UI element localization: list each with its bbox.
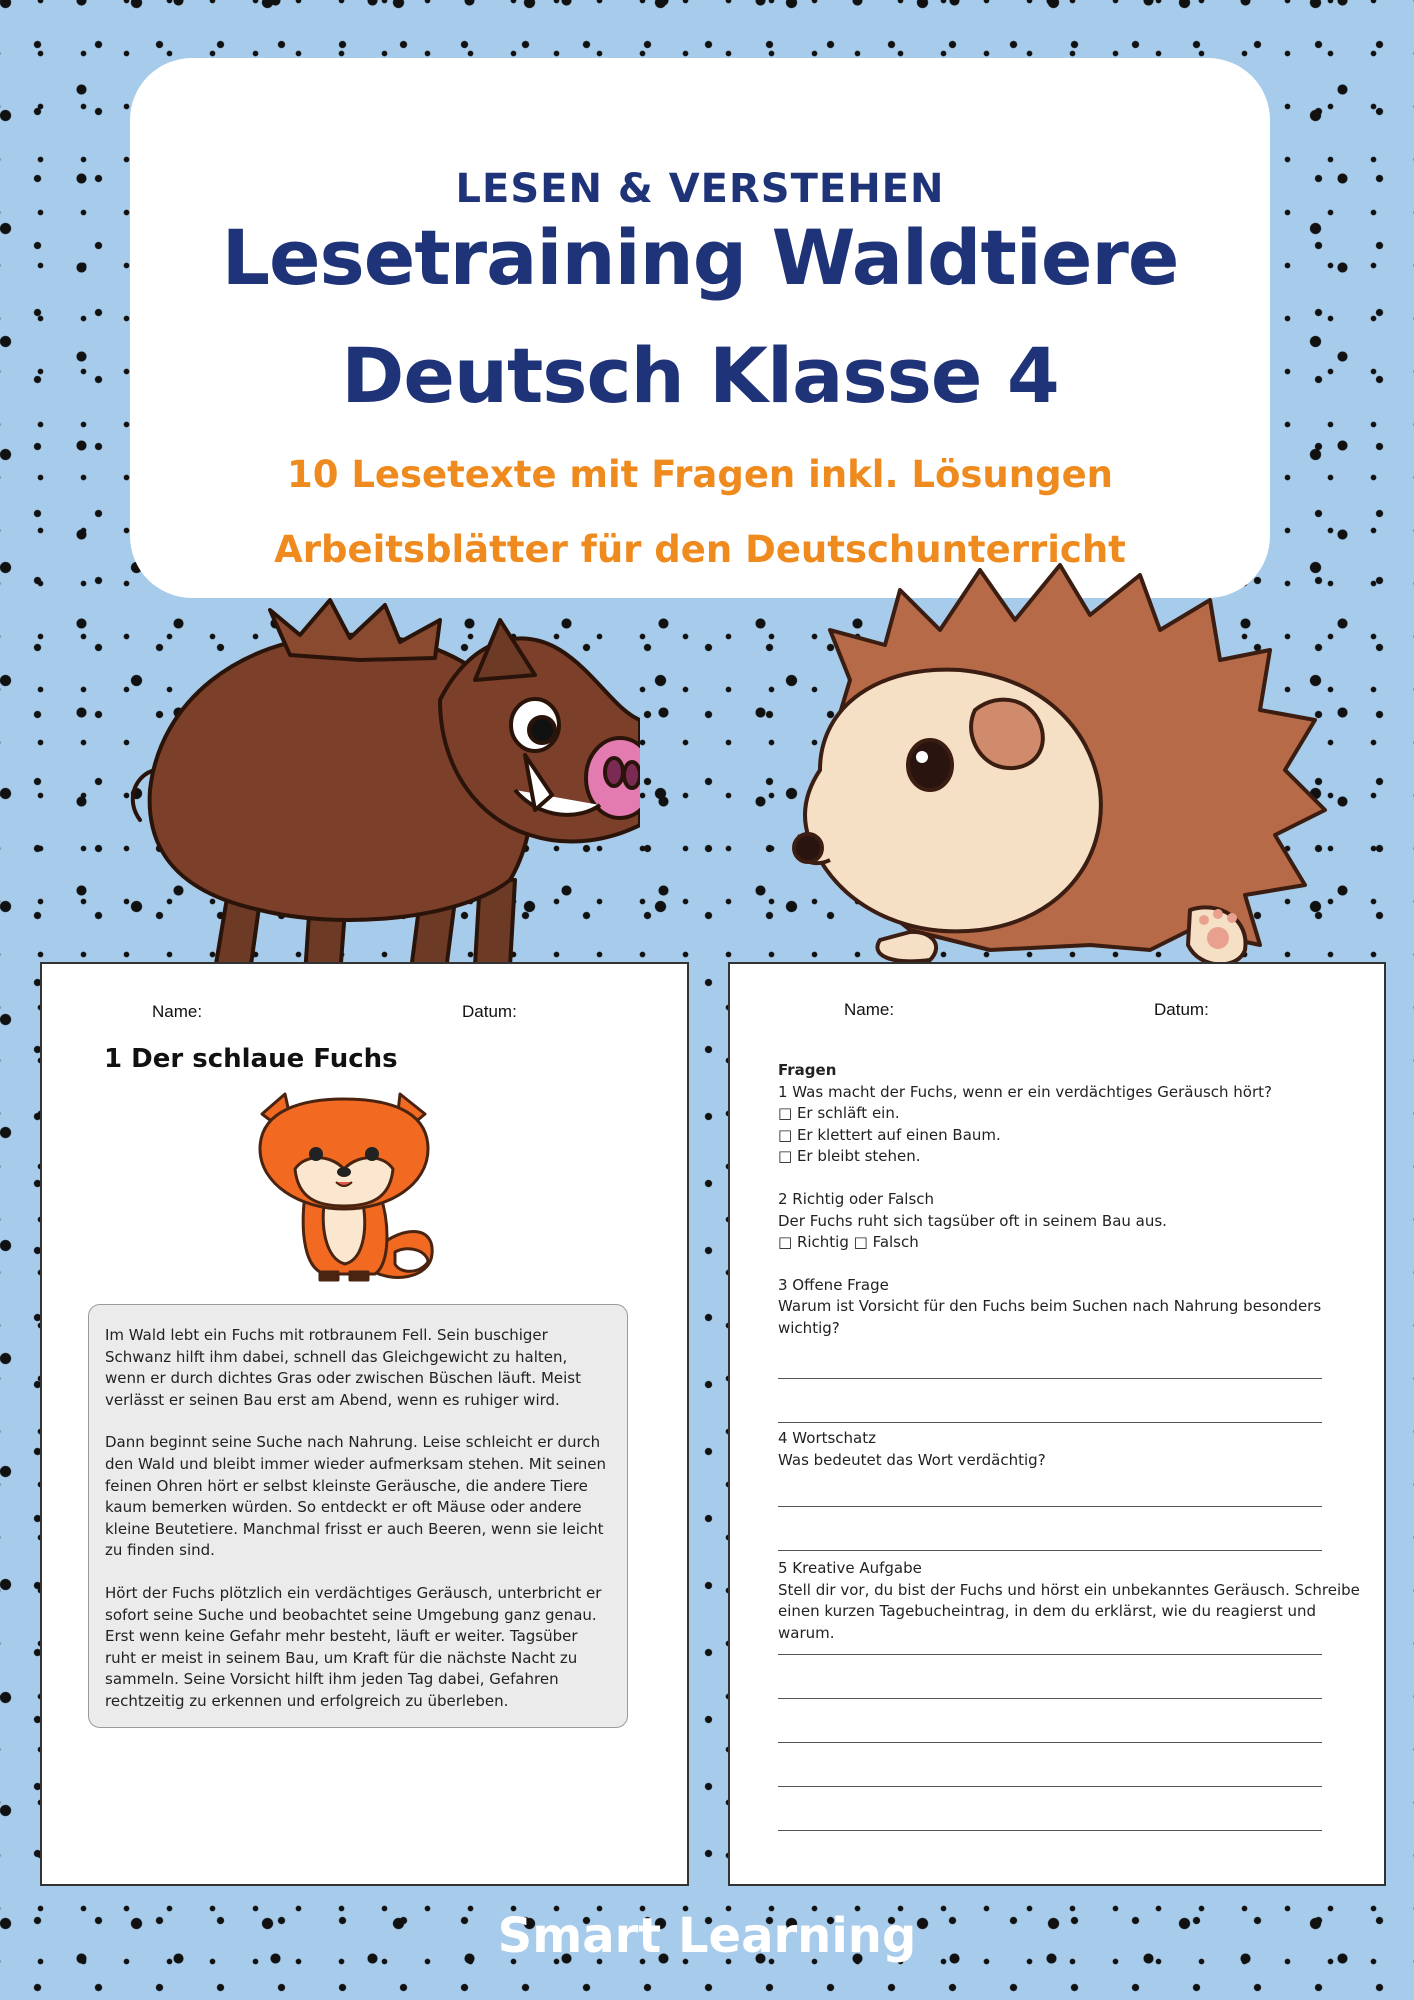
- answer-line[interactable]: [778, 1786, 1322, 1787]
- question-1-option-b[interactable]: □ Er klettert auf einen Baum.: [778, 1125, 1001, 1144]
- question-2-title: 2 Richtig oder Falsch: [778, 1189, 935, 1208]
- answer-line[interactable]: [778, 1654, 1322, 1655]
- answer-line[interactable]: [778, 1550, 1322, 1551]
- name-label: Name:: [844, 1000, 895, 1019]
- questions-list: [778, 1060, 1368, 1361]
- question-2: [778, 1189, 1368, 1254]
- wild-boar-illustration: [120, 580, 640, 1010]
- question-2-options[interactable]: □ Richtig □ Falsch: [778, 1233, 919, 1252]
- question-4-prompt: Was bedeutet das Wort verdächtig?: [778, 1450, 1046, 1469]
- subtitle-line-2: Arbeitsblätter für den Deutschunterricht: [274, 528, 1126, 571]
- answer-line[interactable]: [778, 1378, 1322, 1379]
- header-kicker: LESEN & VERSTEHEN: [455, 166, 945, 212]
- fox-illustration: [250, 1084, 438, 1284]
- title-line-1: Lesetraining Waldtiere: [221, 213, 1179, 302]
- question-1-title: 1 Was macht der Fuchs, wenn er ein verdächtiges Geräusch hört?: [778, 1082, 1272, 1101]
- question-4-title: 4 Wortschatz: [778, 1429, 877, 1447]
- question-5-prompt: Stell dir vor, du bist der Fuchs und hörst ein unbekanntes Geräusch. Schreibe einen kurzen Tagebucheintrag, in dem du erklärst, wie du reagierst und warum.: [778, 1580, 1360, 1642]
- question-5-title: 5 Kreative Aufgabe: [778, 1559, 922, 1577]
- questions-heading: Fragen: [778, 1061, 837, 1079]
- question-3: [778, 1275, 1368, 1340]
- question-1-option-c[interactable]: □ Er bleibt stehen.: [778, 1147, 921, 1166]
- answer-line[interactable]: [778, 1742, 1322, 1743]
- story-paragraph-2: Dann beginnt seine Suche nach Nahrung. Leise schleicht er durch den Wald und bleibt immer wieder aufmerksam stehen. Mit seinen feinen Ohren hört er selbst kleinste Geräusche, die andere Tiere kaum bemerken würden. So entdeckt er oft Mäuse oder andere kleine Beutetiere. Manchmal frisst er auch Beeren, wenn sie leicht zu finden sind.: [105, 1433, 606, 1560]
- question-1: [778, 1060, 1368, 1168]
- story-paragraph-1: Im Wald lebt ein Fuchs mit rotbraunem Fell. Sein buschiger Schwanz hilft ihm dabei, schnell das Gleichgewicht zu halten, wenn er durch dichtes Gras oder zwischen Büschen läuft. Meist verlässt er seinen Bau erst am Abend, wenn es ruhiger wird.: [105, 1326, 581, 1409]
- question-3-title: 3 Offene Frage: [778, 1275, 889, 1294]
- answer-line[interactable]: [778, 1506, 1322, 1507]
- story-paragraph-3: Hört der Fuchs plötzlich ein verdächtiges Geräusch, unterbricht er sofort seine Suche und beobachtet seine Umgebung ganz genau. Erst wenn keine Gefahr mehr besteht, läuft er weiter. Tagsüber ruht er meist in seinem Bau, um Kraft für die nächste Nacht zu sammeln. Seine Vorsicht hilft ihm jeden Tag dabei, Gefahren rechtzeitig zu erkennen und erfolgreich zu überleben.: [105, 1583, 602, 1710]
- question-2-statement: Der Fuchs ruht sich tagsüber oft in seinem Bau aus.: [778, 1211, 1167, 1230]
- brand-footer: Smart Learning: [497, 1908, 917, 1964]
- question-3-prompt: Warum ist Vorsicht für den Fuchs beim Suchen nach Nahrung besonders wichtig?: [778, 1297, 1322, 1337]
- question-4: [778, 1428, 1368, 1471]
- reading-worksheet: [40, 962, 689, 1886]
- answer-line[interactable]: [778, 1830, 1322, 1831]
- story-text-box: [88, 1304, 628, 1728]
- date-label: Datum:: [462, 1002, 517, 1021]
- question-1-option-a[interactable]: □ Er schläft ein.: [778, 1104, 900, 1123]
- title-line-2: Deutsch Klasse 4: [341, 331, 1059, 420]
- hedgehog-illustration: [790, 560, 1330, 990]
- answer-line[interactable]: [778, 1422, 1322, 1423]
- answer-line[interactable]: [778, 1698, 1322, 1699]
- date-label: Datum:: [1154, 1000, 1209, 1019]
- question-5: [778, 1558, 1368, 1644]
- name-label: Name:: [152, 1002, 203, 1021]
- questions-worksheet: [728, 962, 1386, 1886]
- story-title: 1 Der schlaue Fuchs: [104, 1044, 398, 1074]
- subtitle-line-1: 10 Lesetexte mit Fragen inkl. Lösungen: [286, 453, 1114, 496]
- header-card: [130, 58, 1270, 598]
